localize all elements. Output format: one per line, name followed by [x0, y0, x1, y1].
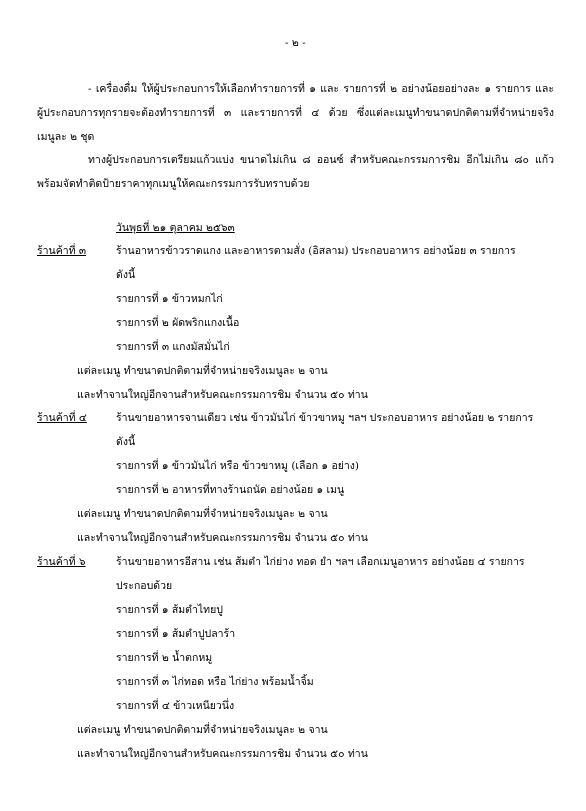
shop-description: ร้านขายอาหารอีสาน เช่น ส้มตำ ไก่ย่าง ทอด ยำ ฯลฯ เลือกเมนูอาหาร อย่างน้อย ๔ รายการ	[116, 556, 525, 568]
shop-description: ร้านอาหารข้าวราดแกง และอาหารตามสั่ง (อิสลาม) ประกอบอาหาร อย่างน้อย ๓ รายการ	[116, 245, 516, 257]
shop-description-cont: ดังนี้	[116, 436, 136, 448]
shop-note: และทำจานใหญ่อีกจานสำหรับคณะกรรมการชิม จำนวน ๕๐ ท่าน	[77, 389, 368, 401]
drinks-paragraph-line-1: - เครื่องดื่ม ให้ผู้ประกอบการให้เลือกทำรายการที่ ๑ และ รายการที่ ๒ อย่างน้อยอย่างละ ๑ รายการ และ	[88, 83, 554, 95]
menu-item: รายการที่ ๑ ส้มตำไทยปู	[116, 604, 223, 616]
menu-item: รายการที่ ๒ ผัดพริกแกงเนื้อ	[116, 317, 240, 329]
menu-item: รายการที่ ๑ ข้าวหมกไก่	[116, 293, 223, 305]
shop-note: และทำจานใหญ่อีกจานสำหรับคณะกรรมการชิม จำนวน ๕๐ ท่าน	[77, 532, 368, 544]
menu-item: รายการที่ ๓ ไก่ทอด หรือ ไก่ย่าง พร้อมน้ำจิ้ม	[116, 676, 314, 688]
menu-item: รายการที่ ๓ แกงมัสมั่นไก่	[116, 341, 230, 353]
shop-label: ร้านค้าที่ ๖	[37, 556, 86, 568]
shop-note: แต่ละเมนู ทำขนาดปกติตามที่จำหน่ายจริงเมนูละ ๒ จาน	[77, 365, 328, 377]
cups-paragraph-line-1: ทางผู้ประกอบการเตรียมแก้วแบ่ง ขนาดไม่เกิน ๘ ออนซ์ สำหรับคณะกรรมการชิม อีกไม่เกิน ๘๐ แก้ว	[88, 154, 554, 166]
cups-paragraph-line-2: พร้อมจัดทำติดป้ายราคาทุกเมนูให้คณะกรรมการรับทราบด้วย	[37, 178, 310, 190]
menu-item: รายการที่ ๑ ส้มตำปูปลาร้า	[116, 628, 236, 640]
shop-label: ร้านค้าที่ ๓	[37, 245, 87, 257]
shop-label: ร้านค้าที่ ๔	[37, 412, 87, 424]
menu-item: รายการที่ ๒ อาหารที่ทางร้านถนัด อย่างน้อย ๑ เมนู	[116, 484, 345, 496]
drinks-paragraph-line-2: ผู้ประกอบการทุกรายจะต้องทำรายการที่ ๓ และรายการที่ ๔ ด้วย ซึ่งแต่ละเมนูทำขนาดปกติตามที่จำหน่ายจริง	[37, 107, 554, 119]
menu-item: รายการที่ ๒ น้ำตกหมู	[116, 652, 213, 664]
page-number: - ๒ -	[285, 37, 306, 49]
shop-description-cont: ดังนี้	[116, 269, 136, 281]
shop-note: แต่ละเมนู ทำขนาดปกติตามที่จำหน่ายจริงเมนูละ ๒ จาน	[77, 508, 328, 520]
shop-description: ร้านขายอาหารจานเดียว เช่น ข้าวมันไก่ ข้าวขาหมู ฯลฯ ประกอบอาหาร อย่างน้อย ๒ รายการ	[116, 412, 534, 424]
menu-item: รายการที่ ๔ ข้าวเหนียวนึ่ง	[116, 700, 235, 712]
shop-note: และทำจานใหญ่อีกจานสำหรับคณะกรรมการชิม จำนวน ๕๐ ท่าน	[77, 748, 368, 760]
shop-description-cont: ประกอบด้วย	[116, 580, 173, 592]
drinks-paragraph-line-3: เมนูละ ๒ ชุด	[37, 131, 95, 143]
date-heading: วันพุธที่ ๒๑ ตุลาคม ๒๕๖๓	[116, 222, 235, 234]
menu-item: รายการที่ ๑ ข้าวมันไก่ หรือ ข้าวขาหมู (เลือก ๑ อย่าง)	[116, 460, 360, 472]
shop-note: แต่ละเมนู ทำขนาดปกติตามที่จำหน่ายจริงเมนูละ ๒ จาน	[77, 724, 328, 736]
